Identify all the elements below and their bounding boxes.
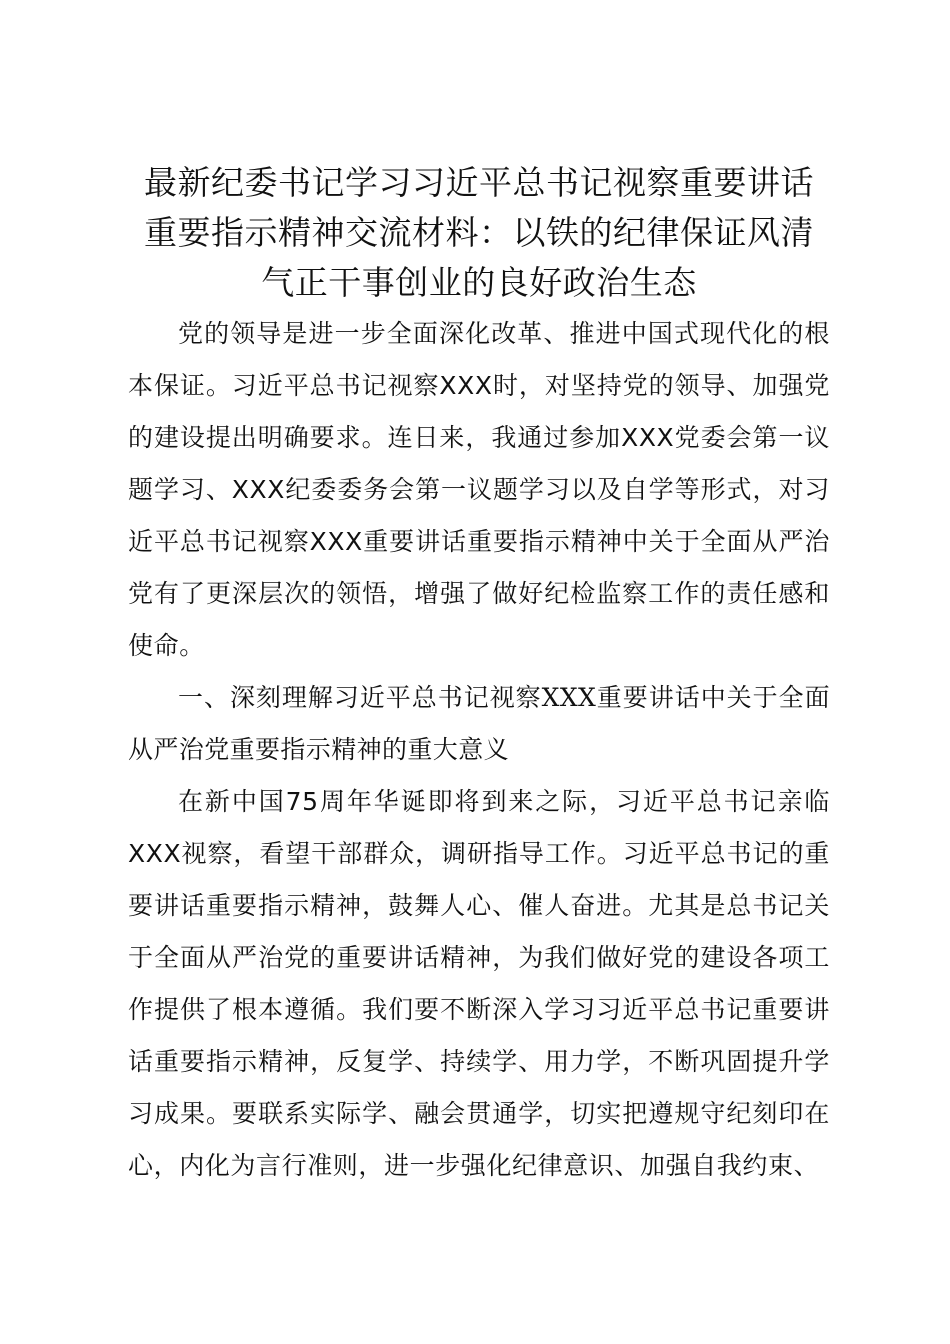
document-body (128, 158, 830, 1192)
section-heading: 一、深刻理解习近平总书记视察XXX重要讲话中关于全面从严治党重要指示精神的重大意义 (128, 683, 830, 764)
body-paragraph: 在新中国75周年华诞即将到来之际，习近平总书记亲临XXX视察，看望干部群众，调研指导工作。习近平总书记的重要讲话重要指示精神，鼓舞人心、催人奋进。尤其是总书记关于全面从严治党的重要讲话精神，为我们做好党的建设各项工作提供了根本遵循。我们要不断深入学习习近平总书记重要讲话重要指示精神，反复学、持续学、用力学，不断巩固提升学习成果。要联系实际学、融会贯通学，切实把遵规守纪刻印在心，内化为言行准则，进一步强化纪律意识、加强自我约束、 (128, 787, 830, 1180)
intro-paragraph: 党的领导是进一步全面深化改革、推进中国式现代化的根本保证。习近平总书记视察XXX时，对坚持党的领导、加强党的建设提出明确要求。连日来，我通过参加XXX党委会第一议题学习、XXX纪委委务会第一议题学习以及自学等形式，对习近平总书记视察XXX重要讲话重要指示精神中关于全面从严治党有了更深层次的领悟，增强了做好纪检监察工作的责任感和使命。 (128, 319, 830, 660)
document-title: 最新纪委书记学习习近平总书记视察重要讲话重要指示精神交流材料：以铁的纪律保证风清气正干事创业的良好政治生态 (144, 163, 814, 302)
